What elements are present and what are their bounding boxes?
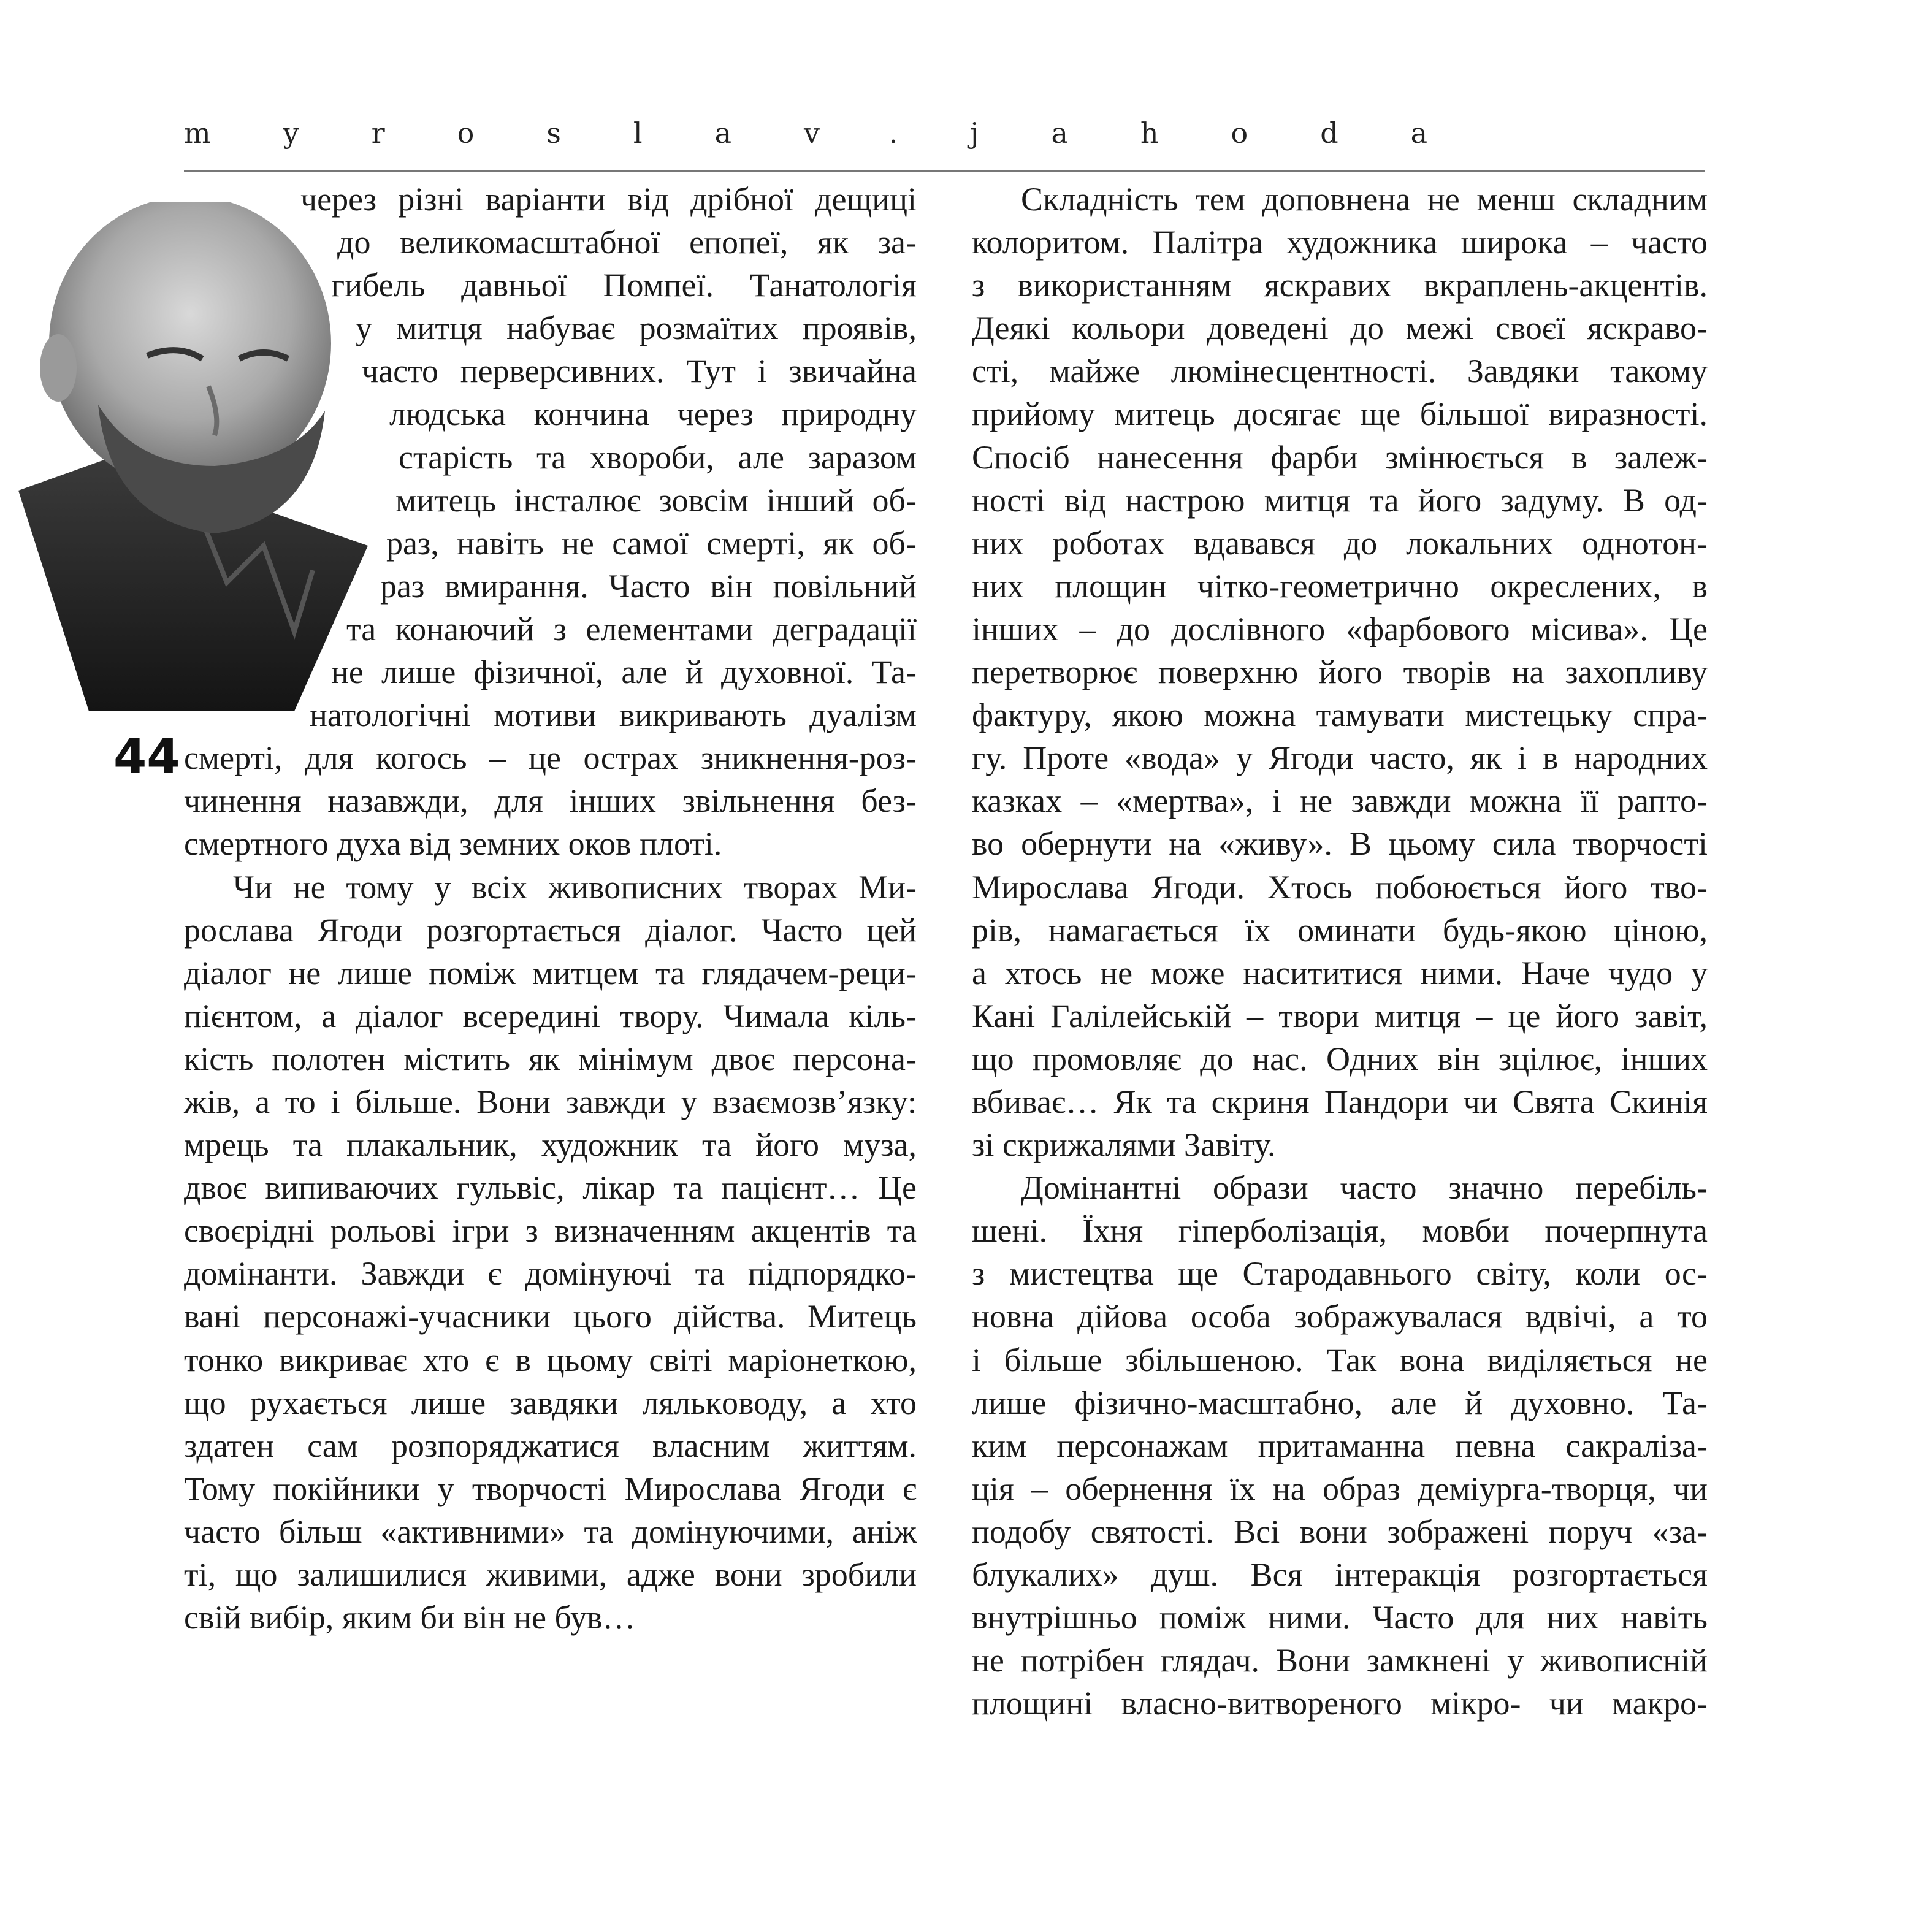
text-line: часто перверсивних. Тут і звичайна (362, 353, 917, 390)
text-line: через різні варіанти від дрібної дещиці (300, 181, 917, 218)
text-line: Тому покійники у творчості Мирослава Ягоди є (184, 1470, 917, 1507)
text-line: кість полотен містить як мінімум двоє персона- (184, 1040, 917, 1077)
text-line: площині власно-витвореного мікро- чи макро- (972, 1685, 1708, 1722)
text-line: здатен сам розпоряджатися власним життям. (184, 1427, 917, 1464)
text-line: не лише фізичної, але й духовної. Та- (331, 654, 917, 691)
text-line: гибель давньої Помпеї. Танатологія (331, 267, 917, 304)
text-line: ція – обернення їх на образ деміурга-творця, чи (972, 1470, 1708, 1507)
text-line: смерті, для когось – це острах зникнення-роз- (184, 739, 917, 777)
text-line: тонко викриває хто є в цьому світі маріонеткою, (184, 1341, 917, 1378)
text-line: сті, майже люмінесцентності. Завдяки такому (972, 353, 1708, 390)
text-line: смертного духа від земних оков плоті. (184, 825, 722, 863)
text-line: фактуру, якою можна тамувати мистецьку спра- (972, 697, 1708, 734)
text-line: своєрідні рольові ігри з визначенням акцентів та (184, 1212, 917, 1250)
text-line: Кані Галілейській – твори митця – це його завіт, (972, 997, 1708, 1034)
text-line: старість та хвороби, але заразом (399, 438, 917, 476)
right-paragraph-2 (972, 1166, 1708, 1725)
text-line: вані персонажі-учасники цього дійства. Митець (184, 1298, 917, 1335)
text-line: з використанням яскравих вкраплень-акцентів. (972, 267, 1708, 304)
text-line: пієнтом, а діалог всередині твору. Чимала кіль- (184, 997, 917, 1034)
text-line: мрець та плакальник, художник та його муза, (184, 1126, 917, 1164)
text-line: шені. Їхня гіперболізація, мовби почерпнута (972, 1212, 1708, 1250)
text-line: Чи не тому у всіх живописних творах Ми- (233, 868, 917, 906)
text-line: лише фізично-масштабно, але й духовно. Та- (972, 1384, 1708, 1421)
text-line: вбиває… Як та скриня Пандори чи Свята Скинія (972, 1083, 1708, 1120)
text-line: двоє випиваючих гульвіс, лікар та пацієнт… Це (184, 1169, 917, 1207)
text-line: раз, навіть не самої смерті, як об- (386, 524, 917, 562)
text-line: що промовляє до нас. Одних він зцілює, інших (972, 1040, 1708, 1077)
text-line: внутрішньо поміж ними. Часто для них навіть (972, 1599, 1708, 1636)
text-line: Домінантні образи часто значно перебіль- (1021, 1169, 1708, 1207)
text-line: ким персонажам притаманна певна сакралізa- (972, 1427, 1708, 1464)
text-line: Деякі кольори доведені до межі своєї яскраво- (972, 310, 1708, 347)
text-line: во обернути на «живу». В цьому сила творчості (972, 825, 1708, 863)
text-line: подобу святості. Всі вони зображені поруч «за- (972, 1513, 1708, 1550)
text-line: ності від настрою митця та його задуму. В од- (972, 481, 1708, 519)
text-line: них роботах вдавався до локальних однотон- (972, 524, 1708, 562)
left-paragraph-2 (184, 866, 917, 1640)
right-column (972, 178, 1708, 1725)
text-line: інших – до дослівного «фарбового місива». Це (972, 610, 1708, 647)
text-line: натологічні мотиви викривають дуалізм (310, 697, 917, 734)
text-line: часто більш «активними» та домінуючими, аніж (184, 1513, 917, 1550)
text-line: рів, намагається їх оминати будь-якою ціною, (972, 911, 1708, 949)
text-line: у митця набуває розмаїтих проявів, (356, 310, 917, 347)
text-line: казках – «мертва», і не завжди можна її рапто- (972, 782, 1708, 820)
text-line: людська кончина через природну (389, 395, 917, 433)
text-line: не потрібен глядач. Вони замкнені у живописній (972, 1642, 1708, 1679)
text-line: з мистецтва ще Стародавнього світу, коли ос- (972, 1255, 1708, 1292)
text-line: домінанти. Завжди є домінуючі та підпорядко- (184, 1255, 917, 1292)
text-line: зі скрижалями Завіту. (972, 1126, 1276, 1164)
text-line: митець інсталює зовсім інший об- (395, 481, 917, 519)
text-line: діалог не лише поміж митцем та глядачем-реци- (184, 954, 917, 991)
text-line: чинення назавжди, для інших звільнення без- (184, 782, 917, 820)
text-line: перетворює поверхню його творів на захопливу (972, 654, 1708, 691)
text-line: і більше збільшеною. Так вона виділяється не (972, 1341, 1708, 1378)
text-line: Складність тем доповнена не менш складним (1021, 181, 1708, 218)
right-paragraph-1 (972, 178, 1708, 1166)
left-wrapped-paragraph (184, 178, 917, 866)
text-line: ті, що залишилися живими, адже вони зробили (184, 1556, 917, 1593)
text-line: та конаючий з елементами деградації (346, 610, 917, 647)
text-line: новна дійова особа зображувалася вдвічі, а то (972, 1298, 1708, 1335)
text-line: раз вмирання. Часто він повільний (380, 567, 917, 605)
text-line: колоритом. Палітра художника широка – часто (972, 224, 1708, 261)
text-line: гу. Проте «вода» у Ягоди часто, як і в народних (972, 739, 1708, 777)
text-line: Мирослава Ягоди. Хтось побоюється його тво- (972, 868, 1708, 906)
text-line: до великомасштабної епопеї, як за- (337, 224, 917, 261)
text-line: рослава Ягоди розгортається діалог. Часто цей (184, 911, 917, 949)
page-number: 44 (113, 730, 180, 785)
text-line: що рухається лише завдяки лялькoводу, а хто (184, 1384, 917, 1421)
text-line: Спосіб нанесення фарби змінюється в залеж- (972, 438, 1708, 476)
text-line: жів, а то і більше. Вони завжди у взаємозв’язку: (184, 1083, 917, 1120)
text-line: свій вибір, яким би він не був… (184, 1599, 636, 1636)
text-line: блукалих» душ. Вся інтеракція розгортається (972, 1556, 1708, 1593)
running-title: myroslav.jahoda (184, 116, 1500, 150)
text-line: а хтось не може насититися ними. Наче чудо у (972, 954, 1708, 991)
left-column (184, 178, 917, 1639)
text-line: прийому митець досягає ще більшої виразності. (972, 395, 1708, 433)
header-rule (184, 170, 1705, 172)
text-line: них площин чітко-геометрично окреслених, в (972, 567, 1708, 605)
